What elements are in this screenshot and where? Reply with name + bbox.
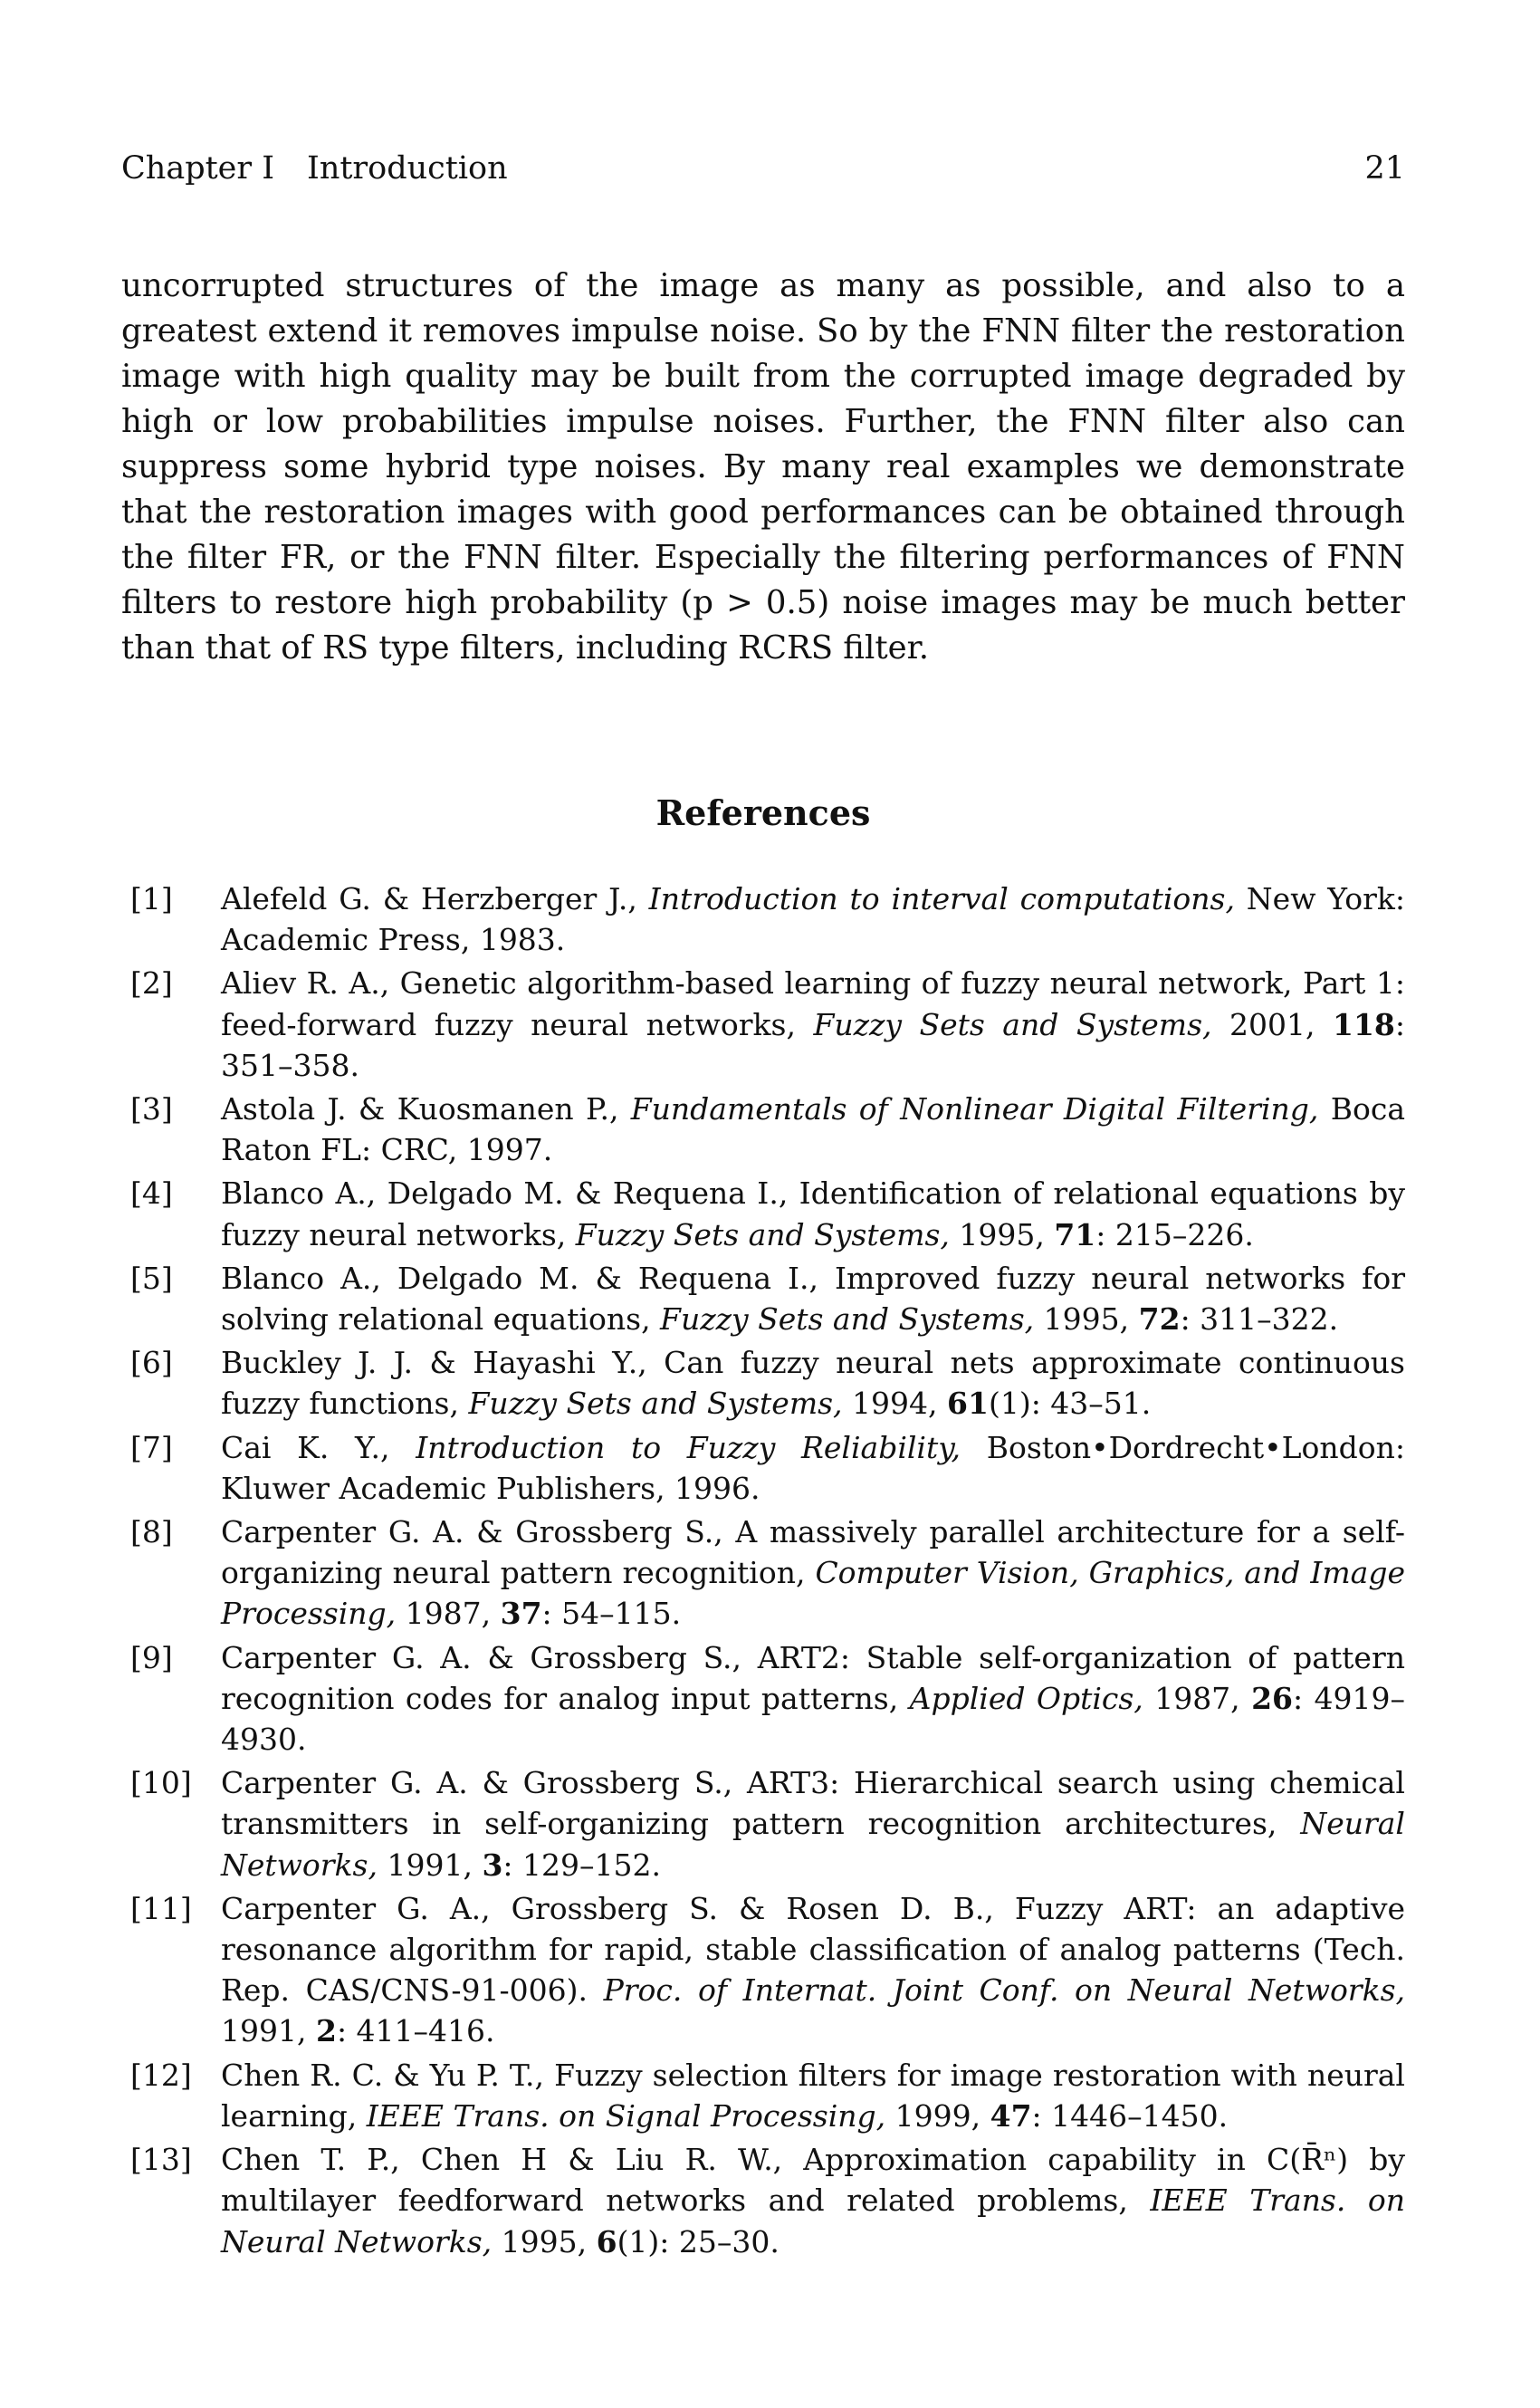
reference-text: Astola J. & Kuosmanen P., Fundamentals of Nonlinear Digital Filtering, Boca Raton FL: CRC, 1997. xyxy=(221,1091,1405,1168)
reference-8 xyxy=(121,1511,1405,1635)
reference-number: [1] xyxy=(130,881,173,916)
reference-number: [2] xyxy=(130,965,173,1002)
reference-12 xyxy=(121,2055,1405,2136)
body-paragraph: uncorrupted structures of the image as many as possible, and also to a greatest extend it removes impulse noise. So by the FNN filter the restoration image with high quality may be built from the corrupted image degraded by high or low probabilities impulse noises. Further, the FNN filter also can suppress some hybrid type noises. By many real examples we demonstrate that the restoration images with good performances can be obtained through the filter FR, or the FNN filter. Especially the filtering performances of FNN filters to restore high probability (p > 0.5) noise images may be much better than that of RS type filters, including RCRS filter. xyxy=(121,267,1405,667)
references-list xyxy=(121,878,1405,2265)
reference-text: Carpenter G. A., Grossberg S. & Rosen D. B., Fuzzy ART: an adaptive resonance algorithm for rapid, stable classification of analog patterns (Tech. Rep. CAS/CNS-91-006). Proc. of Internat. Joint Conf. on Neural Networks, 1991, 2: 411–416. xyxy=(221,1890,1406,2049)
reference-text: Chen R. C. & Yu P. T., Fuzzy selection filters for image restoration with neural learning, IEEE Trans. on Signal Processing, 1999, 47: 1446–1450. xyxy=(221,2057,1405,2134)
reference-11 xyxy=(121,1888,1405,2052)
reference-number: [8] xyxy=(130,1514,173,1550)
reference-2 xyxy=(121,963,1405,1086)
reference-3 xyxy=(121,1089,1405,1170)
reference-text: Buckley J. J. & Hayashi Y., Can fuzzy neural nets approximate continuous fuzzy functions, Fuzzy Sets and Systems, 1994, 61(1): 43–51. xyxy=(221,1345,1405,1422)
running-head xyxy=(121,150,1405,192)
reference-number: [12] xyxy=(130,2057,192,2093)
references-heading: References xyxy=(655,792,871,833)
reference-text: Carpenter G. A. & Grossberg S., ART2: Stable self-organization of pattern recognition codes for analog input patterns, Applied Optics, 1987, 26: 4919–4930. xyxy=(221,1639,1406,1758)
reference-number: [13] xyxy=(130,2142,192,2178)
reference-text: Blanco A., Delgado M. & Requena I., Identification of relational equations by fuzzy neural networks, Fuzzy Sets and Systems, 1995, 71: 215–226. xyxy=(221,1175,1405,1252)
reference-5 xyxy=(121,1258,1405,1339)
chapter-label: Chapter I xyxy=(121,150,275,187)
reference-text: Carpenter G. A. & Grossberg S., A massively parallel architecture for a self-organizing neural pattern recognition, Computer Vision, Graphics, and Image Processing, 1987, 37: 54–115. xyxy=(221,1514,1405,1632)
reference-number: [6] xyxy=(130,1345,173,1381)
reference-10 xyxy=(121,1762,1405,1885)
reference-number: [4] xyxy=(130,1175,173,1212)
reference-number: [5] xyxy=(130,1260,173,1296)
section-title: Introduction xyxy=(307,150,508,187)
reference-text: Alefeld G. & Herzberger J., Introduction to interval computations, New York: Academic Press, 1983. xyxy=(221,881,1405,958)
reference-7 xyxy=(121,1427,1405,1509)
page-number: 21 xyxy=(1364,150,1405,187)
reference-text: Aliev R. A., Genetic algorithm-based learning of fuzzy neural network, Part 1: feed-forward fuzzy neural networks, Fuzzy Sets and Systems, 2001, 118: 351–358. xyxy=(221,965,1405,1083)
reference-number: [3] xyxy=(130,1091,173,1127)
reference-text: Blanco A., Delgado M. & Requena I., Improved fuzzy neural networks for solving relational equations, Fuzzy Sets and Systems, 1995, 72: 311–322. xyxy=(221,1260,1405,1338)
reference-1 xyxy=(121,878,1405,960)
reference-number: [9] xyxy=(130,1639,173,1675)
reference-text: Carpenter G. A. & Grossberg S., ART3: Hierarchical search using chemical transmitters in self-organizing pattern recognition architectures, Neural Networks, 1991, 3: 129–152. xyxy=(221,1765,1405,1883)
reference-number: [10] xyxy=(130,1765,192,1801)
reference-number: [7] xyxy=(130,1429,173,1465)
reference-9 xyxy=(121,1637,1405,1760)
reference-13 xyxy=(121,2139,1405,2262)
reference-text: Cai K. Y., Introduction to Fuzzy Reliability, Boston•Dordrecht•London: Kluwer Academic Publishers, 1996. xyxy=(221,1429,1405,1506)
reference-6 xyxy=(121,1342,1405,1424)
reference-text: Chen T. P., Chen H & Liu R. W., Approximation capability in C(R̄ⁿ) by multilayer feedforward networks and related problems, IEEE Trans. on Neural Networks, 1995, 6(1): 25–30. xyxy=(221,2142,1405,2259)
reference-4 xyxy=(121,1173,1405,1254)
reference-number: [11] xyxy=(130,1890,192,1926)
